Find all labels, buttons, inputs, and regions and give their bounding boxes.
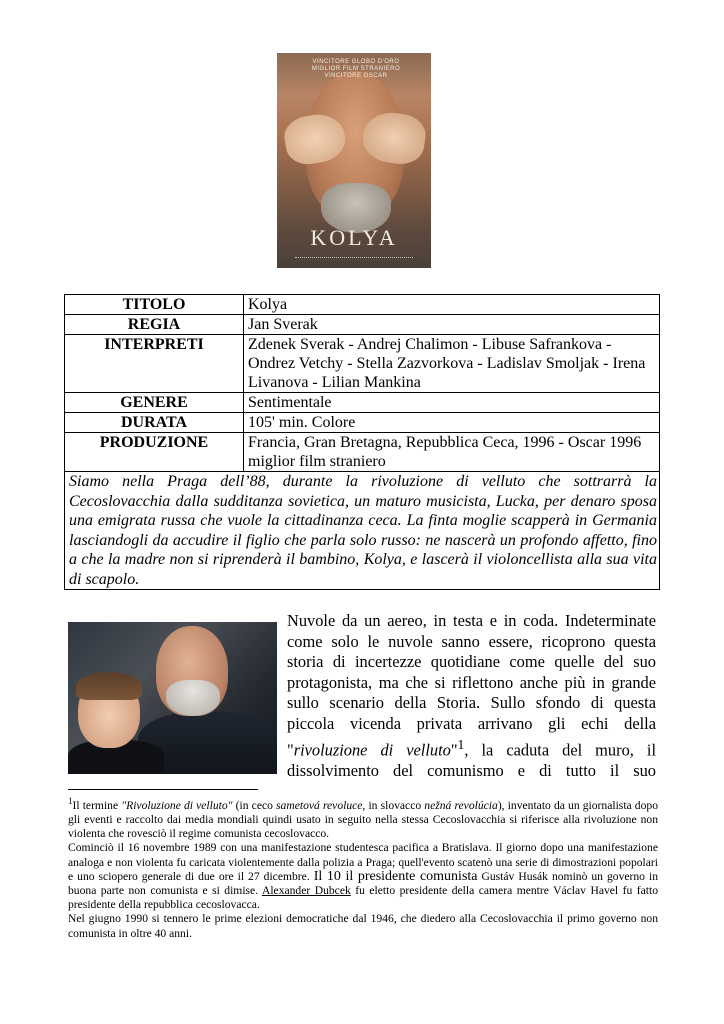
footnote-term: "Rivoluzione di velluto" (121, 798, 233, 812)
row-value: Francia, Gran Bretagna, Repubblica Ceca, 1996 - Oscar 1996 miglior film straniero (244, 433, 660, 472)
table-row (65, 295, 660, 315)
review-text-part: Nuvole da un aereo, in testa e in coda. Indeterminate come solo le nuvole sanno essere, ricoprono questa storia di incertezze quotidiane come quelle del suo protagonista, ma che si riflettono anche più in grande sullo scenario della Storia. Sullo sfondo di questa piccola vicenda privata arrivano gli echi della " (287, 611, 656, 760)
footnote-text: Gustáv Husák nominò un governo in buona parte non comunista e si dimise. (68, 869, 658, 898)
footnote-text-large: Il 10 il presidente comunista (313, 868, 478, 884)
review-text-part: , la caduta del muro, il dissolvimento del comunismo e di tutto il suo (287, 740, 656, 780)
table-row (65, 433, 660, 472)
table-row (65, 335, 660, 393)
poster-tagline-3: VINCITORE OSCAR (324, 73, 388, 79)
poster-title: KOLYA (310, 225, 398, 250)
film-still-image (68, 622, 277, 774)
footnote-czech-term: sametová revoluce (276, 798, 363, 812)
synopsis-text: Siamo nella Praga dell’88, durante la rivoluzione di velluto che sottrarrà la Cecoslovacchia dalla sudditanza sovietica, un maturo musicista, Lucka, per denaro sposa una emigrata russa che vuole la cittadinanza ceca. La finta moglie scapperà in Germania lasciandogli da accudire il figlio che parla solo russo: ne nascerà un profondo affetto, fino a che la madre non si riprenderà il bambino, Kolya, e lascerà il violoncellista alla sua vita di scapolo. (65, 472, 660, 590)
footnote-text: , in slovacco (362, 798, 425, 812)
synopsis-row (65, 472, 660, 590)
dubcek-link[interactable]: Alexander Dubcek (261, 884, 351, 898)
poster-credits-line (295, 257, 413, 261)
footnotes (68, 794, 658, 941)
footnote-paragraph-3: Nel giugno 1990 si tennero le prime elezioni democratiche dal 1946, che diedero alla Cecoslovacchia il primo governo non comunista in oltre 40 anni. (68, 912, 658, 940)
film-info-table (64, 294, 660, 590)
footnote-reference[interactable]: 1 (457, 736, 465, 752)
footnote-text: Cominciò il 16 novembre 1989 con una manifestazione studentesca pacifica a Bratislava. Il giorno dopo una manifestazione analoga e non violenta fu caricata violentemente dalla polizia a Praga; quell'evento scatenò una serie di dimostrazioni popolari e uno sciopero generale di due ore il 27 dicembre. (68, 841, 658, 883)
row-label: DURATA (65, 413, 244, 433)
row-value: 105' min. Colore (244, 413, 660, 433)
footnote-text: Il termine (72, 798, 122, 812)
footnote-slovak-term: nežná revolúcia (424, 798, 498, 812)
footnote-text: ), inventato da un giornalista dopo gli eventi e raccolto dai media mondiali quindi usato in seguito nella stessa Cecoslovacchia si riferisce alla rivoluzione non violenta che rovesciò il regime comunista cecoslovacco. (68, 798, 658, 841)
footnote-separator (68, 789, 258, 790)
row-label: GENERE (65, 393, 244, 413)
row-value: Sentimentale (244, 393, 660, 413)
review-quote-close: " (450, 740, 458, 760)
row-label: PRODUZIONE (65, 433, 244, 472)
row-value: Jan Sverak (244, 315, 660, 335)
poster-tagline-2: MIGLIOR FILM STRANIERO (311, 66, 401, 72)
review-italic-term: rivoluzione di velluto (293, 740, 451, 760)
row-label: INTERPRETI (65, 335, 244, 393)
review-paragraph (287, 611, 656, 781)
footnote-text: (in ceco (232, 798, 277, 812)
footnote-marker: 1 (68, 796, 73, 806)
row-label: REGIA (65, 315, 244, 335)
row-value: Kolya (244, 295, 660, 315)
row-label: TITOLO (65, 295, 244, 315)
kolya-poster-image (277, 53, 431, 268)
still-boy-hair (76, 672, 142, 700)
footnote-1 (68, 794, 658, 841)
table-row (65, 393, 660, 413)
poster-tagline-1: VINCITORE GLOBO D'ORO (312, 59, 400, 65)
poster-tagline (301, 59, 411, 80)
still-man-beard (166, 680, 220, 716)
row-value: Zdenek Sverak - Andrej Chalimon - Libuse Safrankova - Ondrez Vetchy - Stella Zazvorkova - Ladislav Smoljak - Irena Livanova - Lilian Mankina (244, 335, 660, 393)
table-row (65, 315, 660, 335)
footnote-paragraph-2 (68, 841, 658, 912)
footnote-text: fu eletto presidente della camera mentre Václav Havel fu fatto presidente della repubblica cecoslovacca. (68, 884, 658, 912)
table-row (65, 413, 660, 433)
